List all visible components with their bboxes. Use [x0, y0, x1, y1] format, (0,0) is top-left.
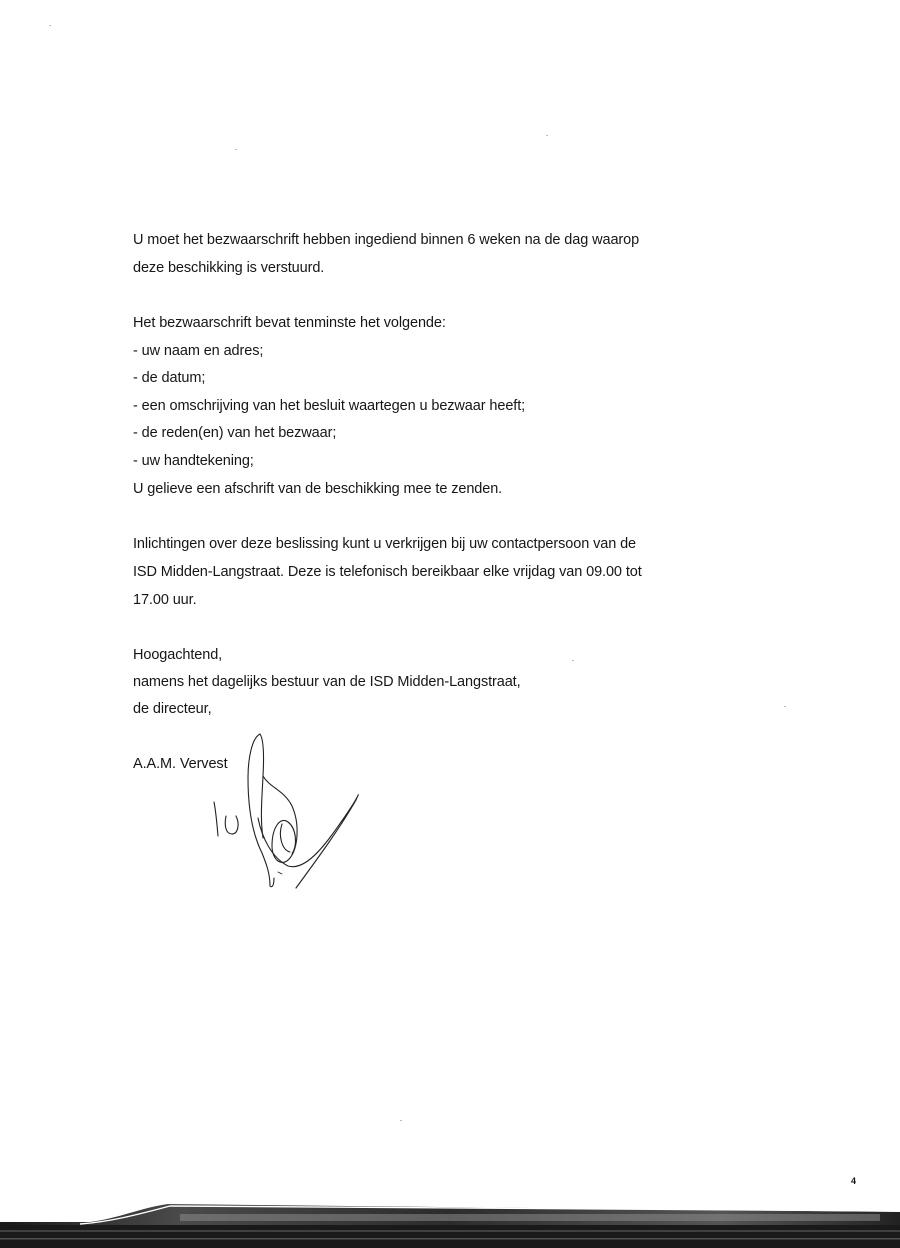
scan-speck	[49, 25, 51, 26]
on-behalf-line: namens het dagelijks bestuur van de ISD Midden-Langstraat,	[133, 674, 521, 690]
requirement-item-description: - een omschrijving van het besluit waartegen u bezwaar heeft;	[133, 398, 526, 414]
scan-speck	[784, 706, 786, 707]
deadline-line-1: U moet het bezwaarschrift hebben ingediend binnen 6 weken na de dag waarop	[133, 232, 640, 248]
requirements-closing: U gelieve een afschrift van de beschikking mee te zenden.	[133, 481, 503, 497]
information-line-2: ISD Midden-Langstraat. Deze is telefonisch bereikbaar elke vrijdag van 09.00 tot	[133, 564, 642, 580]
deadline-line-2: deze beschikking is verstuurd.	[133, 260, 325, 276]
page-number: 4	[851, 1176, 857, 1186]
greeting: Hoogachtend,	[133, 647, 223, 663]
footer-band-decoration	[0, 1198, 900, 1248]
signatory-role: de directeur,	[133, 701, 212, 717]
requirements-intro: Het bezwaarschrift bevat tenminste het volgende:	[133, 315, 446, 331]
scan-speck	[235, 149, 237, 150]
requirement-item-date: - de datum;	[133, 370, 206, 386]
information-line-1: Inlichtingen over deze beslissing kunt u verkrijgen bij uw contactpersoon van de	[133, 536, 637, 552]
requirement-item-reasons: - de reden(en) van het bezwaar;	[133, 425, 337, 441]
scan-speck	[400, 1120, 402, 1121]
scan-speck	[546, 135, 548, 136]
requirement-item-name: - uw naam en adres;	[133, 343, 264, 359]
requirement-item-signature: - uw handtekening;	[133, 453, 254, 469]
handwritten-signature	[200, 728, 370, 898]
scan-speck	[572, 660, 574, 661]
signatory-name: A.A.M. Vervest	[133, 756, 228, 772]
information-line-3: 17.00 uur.	[133, 592, 197, 608]
